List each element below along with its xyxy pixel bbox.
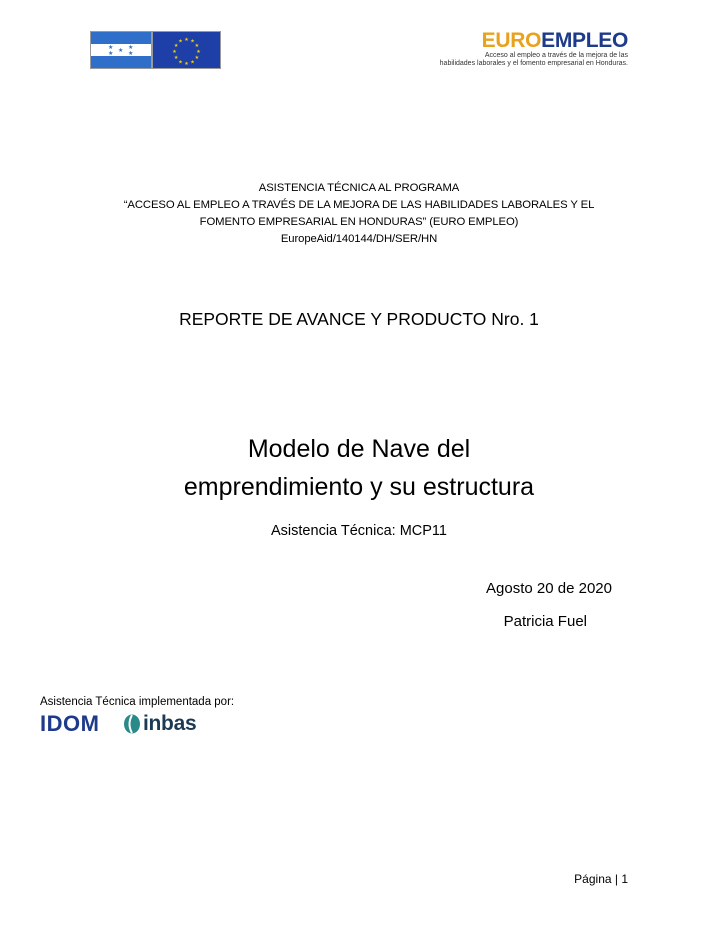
svg-text:★: ★ bbox=[178, 38, 183, 45]
document-title-line-1: Modelo de Nave del bbox=[247, 435, 471, 463]
report-title: REPORTE DE AVANCE Y PRODUCTO Nro. 1 bbox=[179, 309, 539, 329]
eu-flag-logo bbox=[152, 31, 221, 69]
page-number: Página | 1 bbox=[574, 872, 628, 886]
document-title-line-2: emprendimiento y su estructura bbox=[183, 473, 535, 501]
inbas-leaf-icon bbox=[123, 714, 141, 739]
svg-text:★: ★ bbox=[128, 50, 134, 57]
inbas-logo: inbas bbox=[143, 712, 197, 735]
honduras-flag-logo bbox=[90, 31, 152, 69]
svg-text:★: ★ bbox=[190, 38, 195, 45]
svg-text:★: ★ bbox=[190, 59, 195, 66]
document-date: Agosto 20 de 2020 bbox=[486, 580, 612, 597]
euroempleo-word-euro: EURO bbox=[481, 29, 542, 52]
svg-text:★: ★ bbox=[184, 61, 189, 67]
document-author: Patricia Fuel bbox=[503, 613, 587, 630]
svg-text:★: ★ bbox=[196, 49, 201, 55]
program-header bbox=[0, 180, 718, 248]
svg-text:★: ★ bbox=[173, 55, 179, 61]
svg-text:★: ★ bbox=[173, 43, 179, 49]
header-line-1: ASISTENCIA TÉCNICA AL PROGRAMA bbox=[258, 182, 460, 194]
header-line-2: “ACCESO AL EMPLEO A TRAVÉS DE LA MEJORA DE LAS HABILIDADES LABORALES Y EL bbox=[123, 199, 595, 211]
svg-text:★: ★ bbox=[184, 37, 189, 43]
svg-text:★: ★ bbox=[172, 49, 177, 55]
euroempleo-logo bbox=[400, 30, 628, 68]
document-title bbox=[0, 430, 718, 506]
euroempleo-tagline-2: habilidades laborales y el fomento empresarial en Honduras. bbox=[439, 60, 628, 67]
svg-text:★: ★ bbox=[128, 44, 134, 51]
header-line-3: FOMENTO EMPRESARIAL EN HONDURAS” (EURO EMPLEO) bbox=[199, 216, 519, 228]
svg-text:★: ★ bbox=[178, 59, 183, 66]
document-subtitle: Asistencia Técnica: MCP11 bbox=[271, 523, 447, 539]
svg-text:★: ★ bbox=[194, 43, 200, 49]
svg-text:★: ★ bbox=[108, 44, 114, 51]
euroempleo-tagline-1: Acceso al empleo a través de la mejora de las bbox=[484, 52, 628, 59]
idom-logo: IDOM bbox=[40, 711, 100, 736]
euroempleo-word-empleo: EMPLEO bbox=[541, 29, 628, 52]
euroempleo-wordmark bbox=[400, 30, 628, 52]
svg-text:★: ★ bbox=[118, 47, 124, 54]
svg-text:★: ★ bbox=[108, 50, 114, 57]
implementation-label: Asistencia Técnica implementada por: bbox=[40, 696, 235, 708]
svg-text:★: ★ bbox=[194, 55, 200, 61]
header-line-4: EuropeAid/140144/DH/SER/HN bbox=[280, 233, 438, 245]
